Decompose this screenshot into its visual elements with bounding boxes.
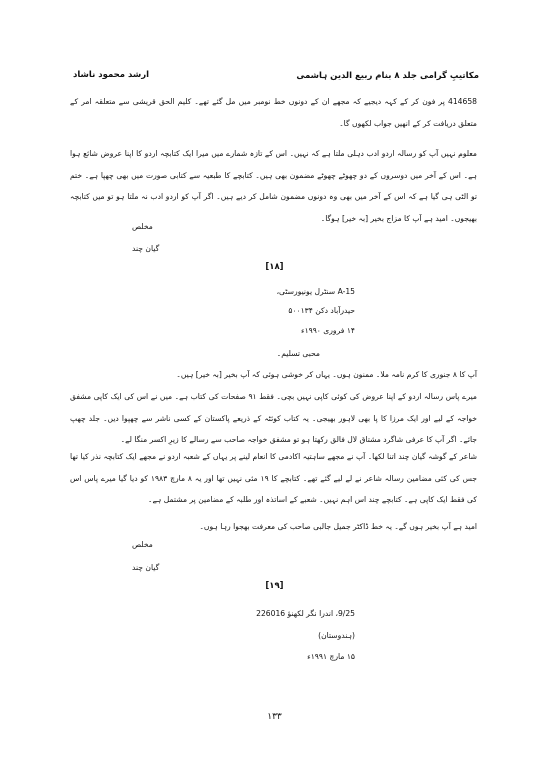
letter-paragraph: شاعر کے گوشہ گیان چند اتنا لکھا۔ آپ نے مجھے ساہتیہ اکادمی کا انعام لینے پر یہاں کے شعبہ اردو نے مجھے ایک کتابچہ نذر کیا تھا جس کی کئی مضامین رسالہ شاعر نے لے لیے گئے تھے۔ کتابچے کا ۱۹ مئی نہیں تھا اور یہ ۸ مارچ ۱۹۸۳ کو دیا گیا میرے پاس اس کی فقط ایک کاپی ہے۔ کتابچے چند اس اہم نہیں۔ شعبے کے اساتذہ اور طلبہ کے مضامین پر مشتمل ہے۔ (70, 452, 477, 504)
letter-paragraph: آپ کا ۸ جنوری کا کرم نامہ ملا۔ ممنون ہوں۔ یہاں کر خوشی ہوئی کہ آپ بخیر [بہ خیر] ہیں۔ (176, 370, 477, 379)
letter-paragraph: میرے پاس رسالہ اردو کے اپنا عروض کی کوئی کاپی نہیں بچی۔ فقط ۹۱ صفحات کی کتاب ہے۔ میں نے اس کی ایک کاپی مشفق خواجہ کے لیے اور ایک مرزا کا پا بھی لاہور بھیجی۔ یہ کتاب کوئٹہ کے ذریعے پاکستان کے کسی ناشر سے چھپوا دیں۔ جلد چھپ جائے۔ اگر آپ کا عرفی شاگرد مشتاق لال فالق رکھتا ہو تو مشفق خواجہ صاحب سے رسالے کا زیرِ اکسر منگا لے۔ (70, 392, 477, 444)
address-line: حیدرآباد دکن ۵۰۰۱۳۴ (288, 306, 355, 315)
letter-paragraph: 414658 پر فون کر کے کہہ دیجیے کہ مجھے ان کے دونوں خط نومبر میں مل گئے تھے۔ کلیم الحق قریشی سے متعلقہ امر کے متعلق دریافت کر کے انھیں جواب لکھوں گا۔ (70, 97, 477, 128)
letter-date: ۱۴ فروری ۱۹۹۰ء (300, 326, 355, 335)
address-line: 9/25، اندرا نگر لکھنؤ 226016 (256, 609, 355, 618)
running-header-author: ارشد محمود ناشاد (73, 70, 150, 80)
running-header-title: مکاتیبِ گرامی جلد ۸ بنام ربیع الدین ہاشمی (296, 71, 479, 81)
letter-paragraph: معلوم نہیں آپ کو رسالہ اردو ادب دہلی ملتا ہے کہ نہیں۔ اس کے تازہ شمارے میں میرا ایک کتابچہ اردو کا اپنا عروض شائع ہوا ہے۔ اس کے آخر میں دوسروں کے دو چھوٹے چھوٹے مضمون بھی ہیں۔ کتابچے کا طبعیہ سے کتابی صورت میں بھی چھپا ہے۔ ختم تو الٹی ہی گیا ہے کہ اس کے آخر میں بھی وہ دونوں مضمون شامل کر دیے ہیں۔ اگر آپ کو اردو ادب نہ ملتا ہو تو میں کتابچہ بھیجوں۔ امید ہے آپ کا مزاج بخیر [بہ خیر] ہوگا۔ (70, 149, 477, 223)
salutation: محبی تسلیم۔ (276, 349, 320, 358)
letter-number: [۱۹] (265, 581, 284, 591)
letter-paragraph: امید ہے آپ بخیر ہوں گے۔ یہ خط ڈاکٹر جمیل جالبی صاحب کی معرفت بھجوا رہا ہوں۔ (199, 522, 477, 531)
signature: گیان چند (132, 244, 160, 253)
closing: مخلص (132, 222, 153, 231)
address-line: (ہندوستان) (318, 631, 355, 640)
address-line: A-15 سنٹرل یونیورسٹی، (276, 287, 355, 296)
signature: گیان چند (132, 563, 160, 572)
letter-number: [۱۸] (265, 262, 284, 272)
letter-date: ۱۵ مارچ ۱۹۹۱ء (307, 652, 355, 661)
closing: مخلص (132, 540, 153, 549)
page-number: ۱۳۳ (267, 712, 282, 722)
